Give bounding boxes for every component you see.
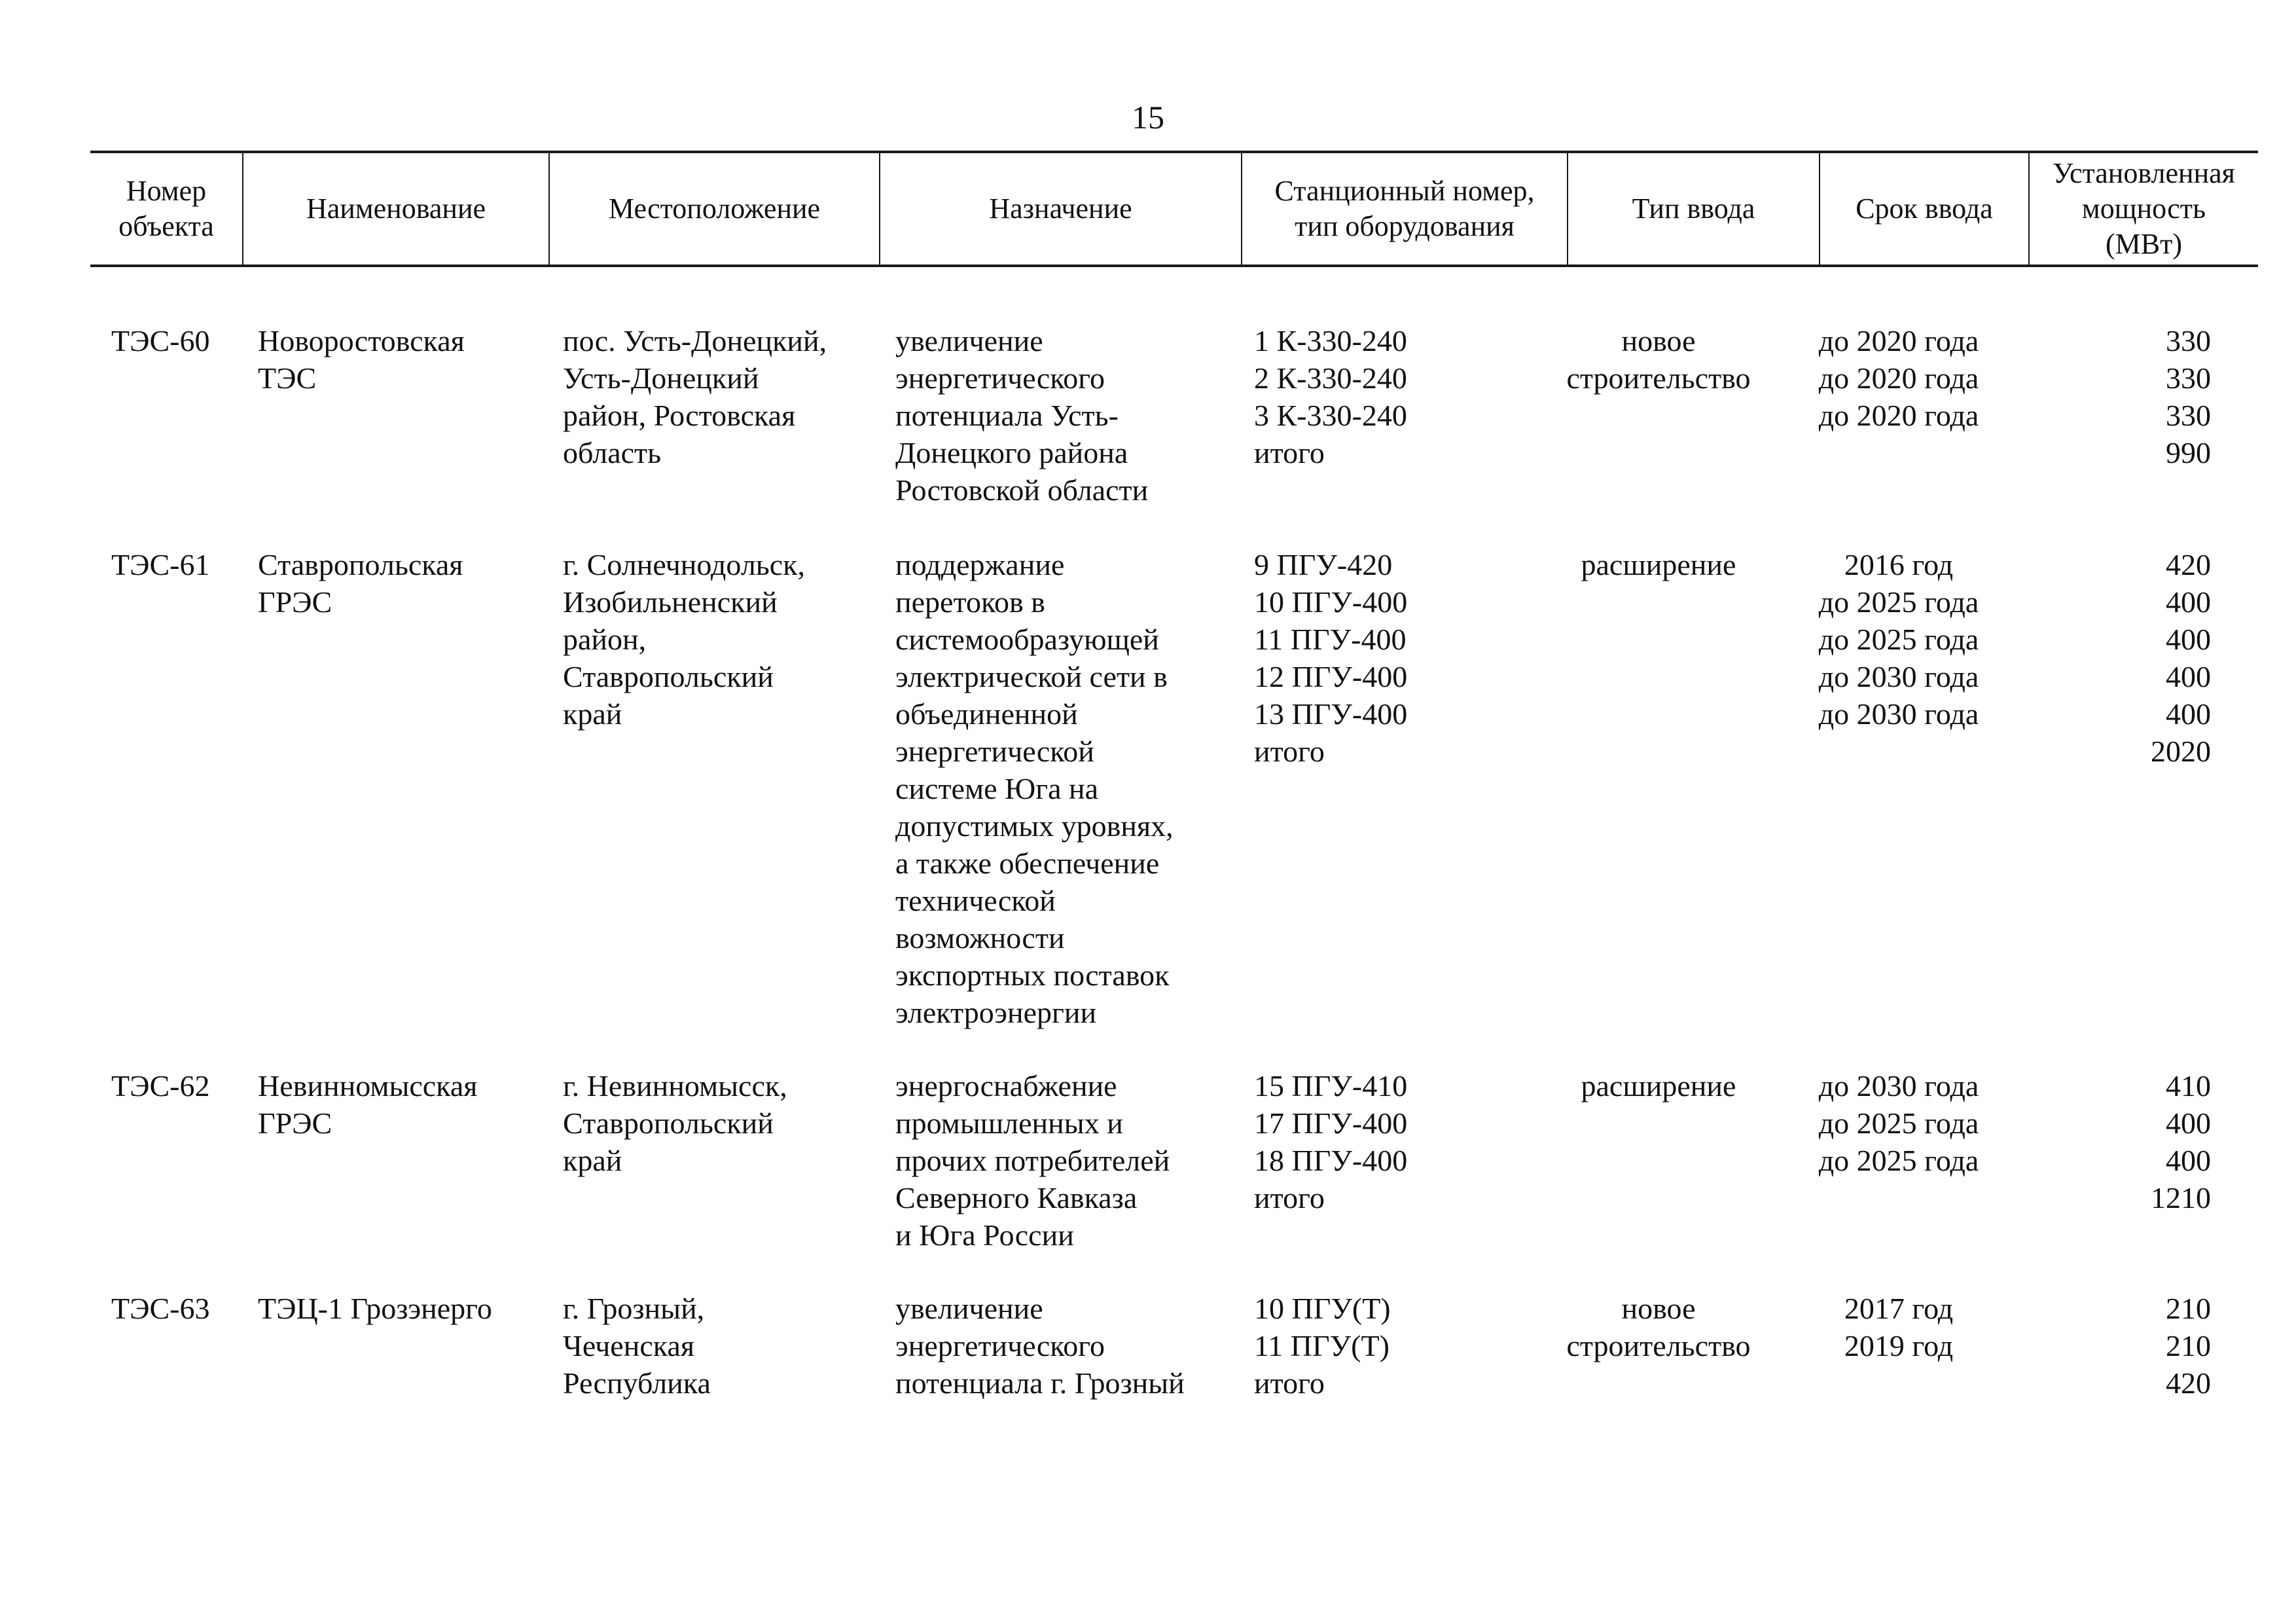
table-header: [90, 151, 2258, 267]
object-equipment: 15 ПГУ-410 17 ПГУ-400 18 ПГУ-400 итого: [1254, 1069, 1408, 1214]
header-name: Наименование: [242, 153, 548, 264]
object-capacity: 210 210 420: [2166, 1292, 2211, 1400]
object-entry-dates: 2016 год до 2025 года до 2025 года до 2030 года до 2030 года: [1818, 548, 1979, 731]
object-number: ТЭС-63: [111, 1292, 210, 1325]
header-entry-date: Срок ввода: [1819, 153, 2028, 264]
object-entry-dates: до 2020 года до 2020 года до 2020 года: [1818, 324, 1979, 432]
object-location: г. Солнечнодольск, Изобильненский район, Ставропольский край: [563, 548, 806, 731]
header-equipment: Станционный номер, тип оборудования: [1241, 153, 1567, 264]
object-number: ТЭС-62: [111, 1069, 210, 1103]
object-entry-type: расширение: [1581, 548, 1736, 581]
object-number: ТЭС-61: [111, 548, 210, 581]
object-capacity: 420 400 400 400 400 2020: [2151, 548, 2211, 768]
object-name: ТЭЦ-1 Грозэнерго: [258, 1292, 492, 1325]
power-plants-table: [90, 151, 2258, 1400]
object-entry-type: расширение: [1581, 1069, 1736, 1103]
object-purpose: поддержание перетоков в системообразующей электрической сети в объединенной энергетической системе Юга на допустимых уровнях, а также обеспечение технической возможности экспортных поставок электроэнергии: [895, 548, 1174, 1029]
object-capacity: 330 330 330 990: [2166, 324, 2211, 469]
object-number: ТЭС-60: [111, 324, 210, 357]
object-entry-dates: до 2030 года до 2025 года до 2025 года: [1818, 1069, 1979, 1177]
object-equipment: 10 ПГУ(Т) 11 ПГУ(Т) итого: [1254, 1292, 1391, 1400]
header-capacity: Установленная мощность (МВт): [2028, 153, 2258, 264]
object-purpose: энергоснабжение промышленных и прочих потребителей Северного Кавказа и Юга России: [895, 1069, 1170, 1252]
object-location: г. Невинномысск, Ставропольский край: [563, 1069, 787, 1177]
header-purpose: Назначение: [879, 153, 1241, 264]
header-location: Местоположение: [548, 153, 879, 264]
object-entry-dates: 2017 год 2019 год: [1844, 1292, 1954, 1362]
object-location: пос. Усть-Донецкий, Усть-Донецкий район, Ростовская область: [563, 324, 827, 469]
object-name: Новоростовская ТЭС: [258, 324, 465, 395]
object-equipment: 9 ПГУ-420 10 ПГУ-400 11 ПГУ-400 12 ПГУ-400 13 ПГУ-400 итого: [1254, 548, 1408, 768]
page-number: 15: [1132, 99, 1164, 136]
object-name: Ставропольская ГРЭС: [258, 548, 463, 619]
header-object-number: Номер объекта: [118, 175, 214, 242]
object-location: г. Грозный, Чеченская Республика: [563, 1292, 711, 1400]
object-purpose: увеличение энергетического потенциала Усть- Донецкого района Ростовской области: [895, 324, 1149, 507]
object-purpose: увеличение энергетического потенциала г. Грозный: [895, 1292, 1185, 1400]
header-entry-type: Тип ввода: [1567, 153, 1819, 264]
object-capacity: 410 400 400 1210: [2151, 1069, 2211, 1214]
object-equipment: 1 К-330-240 2 К-330-240 3 К-330-240 итого: [1254, 324, 1407, 469]
object-name: Невинномысская ГРЭС: [258, 1069, 478, 1140]
object-entry-type: новое строительство: [1566, 324, 1751, 395]
object-entry-type: новое строительство: [1566, 1292, 1751, 1362]
